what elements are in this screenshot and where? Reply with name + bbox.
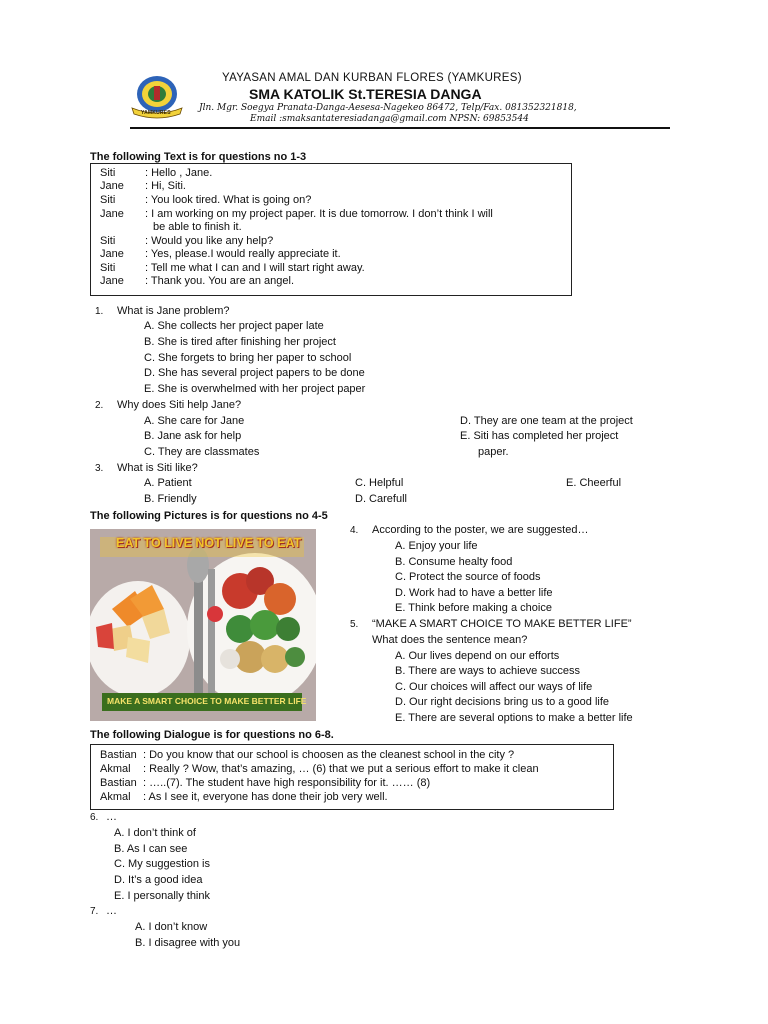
dialogue1-speaker: Siti [100, 262, 116, 274]
q4-question: According to the poster, we are suggested… [372, 524, 589, 536]
dialogue2-line: : As I see it, everyone has done their job very well. [143, 791, 388, 803]
dialogue1-speaker: Siti [100, 167, 116, 179]
q2-option: paper. [478, 446, 509, 458]
q3-question: What is Siti like? [117, 462, 198, 474]
q3-option: C. Helpful [355, 477, 404, 489]
q2-option: C. They are classmates [144, 446, 260, 458]
q3-number: 3. [95, 463, 104, 474]
q1-question: What is Jane problem? [117, 305, 230, 317]
q3-option: B. Friendly [144, 493, 197, 505]
dialogue1-line: be able to finish it. [153, 221, 242, 233]
dialogue-box-2 [90, 744, 614, 810]
dialogue2-line: : Really ? Wow, that’s amazing, … (6) that we put a serious effort to make it clean [143, 763, 539, 775]
q6-option: B. As I can see [114, 843, 188, 855]
q4-option: C. Protect the source of foods [395, 571, 541, 583]
school-address: Jln. Mgr. Soegya Pranata-Danga-Aesesa-Nagekeo 86472, Telp/Fax. 081352321818, [199, 103, 577, 113]
q5-option: B. There are ways to achieve success [395, 665, 581, 677]
dialogue1-speaker: Siti [100, 194, 116, 206]
section3-heading: The following Dialogue is for questions no 6-8. [90, 729, 334, 741]
q1-option: E. She is overwhelmed with her project paper [144, 383, 366, 395]
dialogue2-speaker: Akmal [100, 791, 131, 803]
school-email: Email :smaksantateresiadanga@gmail.com NPSN: 69853544 [250, 114, 529, 124]
q4-option: D. Work had to have a better life [395, 587, 553, 599]
dialogue2-speaker: Akmal [100, 763, 131, 775]
q2-option: A. She care for Jane [144, 415, 245, 427]
q7-number: 7. [90, 906, 99, 917]
dialogue1-line: : Would you like any help? [145, 235, 274, 247]
q5-option: E. There are several options to make a better life [395, 712, 633, 724]
q2-number: 2. [95, 400, 104, 411]
dialogue1-speaker: Jane [100, 248, 124, 260]
poster-title: EAT TO LIVE NOT LIVE TO EAT [116, 536, 302, 550]
dialogue2-speaker: Bastian [100, 777, 137, 789]
dialogue1-speaker: Jane [100, 208, 124, 220]
q4-option: B. Consume healty food [395, 556, 513, 568]
dialogue1-line: : I am working on my project paper. It is due tomorrow. I don’t think I will [145, 208, 493, 220]
q2-option: E. Siti has completed her project [460, 430, 619, 442]
q3-option: A. Patient [144, 477, 192, 489]
q6-option: D. It’s a good idea [114, 874, 203, 886]
q2-option: B. Jane ask for help [144, 430, 242, 442]
q1-option: A. She collects her project paper late [144, 320, 324, 332]
food-poster [90, 529, 316, 721]
q5-option: C. Our choices will affect our ways of life [395, 681, 593, 693]
q5-option: A. Our lives depend on our efforts [395, 650, 560, 662]
dialogue2-speaker: Bastian [100, 749, 137, 761]
q1-option: D. She has several project papers to be done [144, 367, 365, 379]
dialogue1-line: : Hi, Siti. [145, 180, 186, 192]
logo-text: YAMKURES [141, 110, 171, 116]
dialogue1-line: : Hello , Jane. [145, 167, 213, 179]
q6-option: E. I personally think [114, 890, 210, 902]
dialogue1-speaker: Jane [100, 275, 124, 287]
q2-question: Why does Siti help Jane? [117, 399, 242, 411]
q4-number: 4. [350, 525, 359, 536]
q6-option: C. My suggestion is [114, 858, 210, 870]
q7-option: A. I don’t know [135, 921, 208, 933]
q4-option: A. Enjoy your life [395, 540, 478, 552]
q4-option: E. Think before making a choice [395, 602, 552, 614]
q5-number: 5. [350, 619, 359, 630]
q1-option: B. She is tired after finishing her project [144, 336, 336, 348]
q5-question: What does the sentence mean? [372, 634, 528, 646]
q6-question: … [106, 811, 117, 823]
dialogue1-line: : Tell me what I can and I will start right away. [145, 262, 365, 274]
q7-option: B. I disagree with you [135, 937, 241, 949]
dialogue1-line: : Thank you. You are an angel. [145, 275, 295, 287]
dialogue2-line: : …..(7). The student have high responsibility for it. …… (8) [143, 777, 431, 789]
dialogue1-speaker: Jane [100, 180, 124, 192]
dialogue-box-1 [90, 163, 572, 296]
school-logo [128, 74, 186, 120]
q5-quote: “MAKE A SMART CHOICE TO MAKE BETTER LIFE” [372, 618, 632, 630]
q6-number: 6. [90, 812, 99, 823]
q5-option: D. Our right decisions bring us to a good life [395, 696, 610, 708]
q2-option: D. They are one team at the project [460, 415, 633, 427]
q7-question: … [106, 905, 117, 917]
school-name: SMA KATOLIK St.TERESIA DANGA [249, 86, 482, 102]
q1-option: C. She forgets to bring her paper to school [144, 352, 352, 364]
poster-slogan: MAKE A SMART CHOICE TO MAKE BETTER LIFE [107, 696, 307, 706]
section1-heading: The following Text is for questions no 1-3 [90, 151, 307, 163]
q6-option: A. I don’t think of [114, 827, 196, 839]
q3-option: D. Carefull [355, 493, 407, 505]
dialogue1-line: : You look tired. What is going on? [145, 194, 312, 206]
q1-number: 1. [95, 306, 104, 317]
org-name: YAYASAN AMAL DAN KURBAN FLORES (YAMKURES) [222, 72, 522, 84]
dialogue1-line: : Yes, please.I would really appreciate it. [145, 248, 341, 260]
dialogue2-line: : Do you know that our school is choosen as the cleanest school in the city ? [143, 749, 515, 761]
header-rule [130, 127, 670, 129]
section2-heading: The following Pictures is for questions no 4-5 [90, 510, 328, 522]
q3-option: E. Cheerful [566, 477, 622, 489]
dialogue1-speaker: Siti [100, 235, 116, 247]
